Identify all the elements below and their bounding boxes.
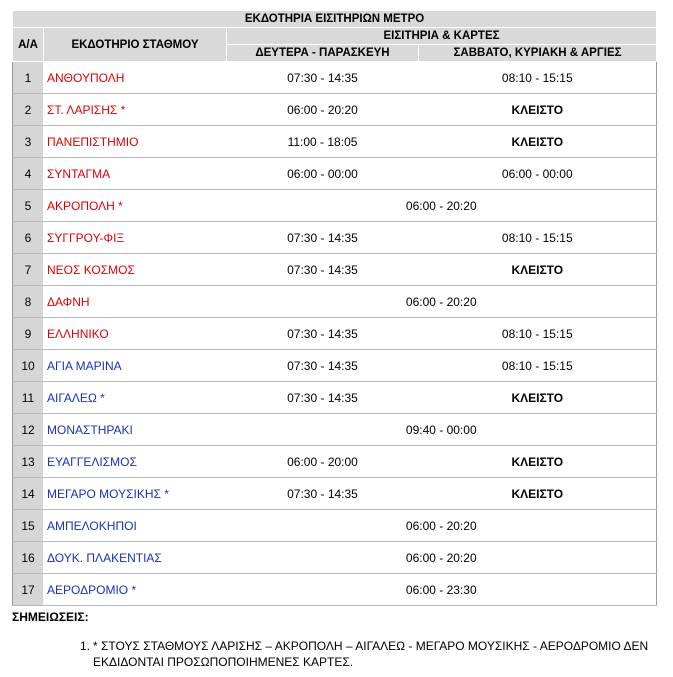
- hours-weekdays: 07:30 - 14:35: [227, 254, 419, 286]
- station-name: ΣΤ. ΛΑΡΙΣΗΣ *: [44, 94, 227, 126]
- table-row: [13, 222, 657, 254]
- row-number: 1: [13, 62, 44, 94]
- hours-weekends: ΚΛΕΙΣΤΟ: [419, 478, 657, 510]
- row-number: 6: [13, 222, 44, 254]
- row-number: 15: [13, 510, 44, 542]
- note-number: 1.: [80, 639, 91, 653]
- hours-weekends: 08:10 - 15:15: [419, 62, 657, 94]
- row-number: 14: [13, 478, 44, 510]
- hours-weekdays: 06:00 - 20:20: [227, 94, 419, 126]
- station-name: ΑΜΠΕΛΟΚΗΠΟΙ: [44, 510, 227, 542]
- row-number: 4: [13, 158, 44, 190]
- hours-weekdays: 07:30 - 14:35: [227, 350, 419, 382]
- ticket-offices-table: [12, 10, 657, 606]
- table-row: [13, 286, 657, 318]
- station-name: ΕΥΑΓΓΕΛΙΣΜΟΣ: [44, 446, 227, 478]
- table-title: ΕΚΔΟΤΗΡΙΑ ΕΙΣΙΤΗΡΙΩΝ ΜΕΤΡΟ: [13, 11, 657, 28]
- hours-all-days: 09:40 - 00:00: [227, 414, 657, 446]
- hours-weekends: 06:00 - 00:00: [419, 158, 657, 190]
- table-body: [13, 62, 657, 606]
- hours-weekdays: 07:30 - 14:35: [227, 222, 419, 254]
- hours-weekends: 08:10 - 15:15: [419, 318, 657, 350]
- table-row: [13, 382, 657, 414]
- hours-weekdays: 06:00 - 20:00: [227, 446, 419, 478]
- notes-list: [80, 638, 660, 670]
- hours-all-days: 06:00 - 20:20: [227, 542, 657, 574]
- table-row: [13, 510, 657, 542]
- station-name: ΑΚΡΟΠΟΛΗ *: [44, 190, 227, 222]
- hours-weekdays: 11:00 - 18:05: [227, 126, 419, 158]
- table-row: [13, 478, 657, 510]
- column-header-station: ΕΚΔΟΤΗΡΙΟ ΣΤΑΘΜΟΥ: [44, 28, 227, 62]
- column-header-aa: Α/Α: [13, 28, 44, 62]
- table-row: [13, 126, 657, 158]
- column-header-weekdays: ΔΕΥΤΕΡΑ - ΠΑΡΑΣΚΕΥΗ: [227, 45, 419, 62]
- station-name: ΣΥΓΓΡΟΥ-ΦΙΞ: [44, 222, 227, 254]
- table-row: [13, 446, 657, 478]
- hours-weekdays: 06:00 - 00:00: [227, 158, 419, 190]
- table-row: [13, 254, 657, 286]
- row-number: 16: [13, 542, 44, 574]
- station-name: ΜΕΓΑΡΟ ΜΟΥΣΙΚΗΣ *: [44, 478, 227, 510]
- hours-all-days: 06:00 - 20:20: [227, 510, 657, 542]
- hours-weekends: ΚΛΕΙΣΤΟ: [419, 94, 657, 126]
- table-row: [13, 574, 657, 606]
- row-number: 8: [13, 286, 44, 318]
- table-row: [13, 414, 657, 446]
- hours-weekends: 08:10 - 15:15: [419, 222, 657, 254]
- hours-weekdays: 07:30 - 14:35: [227, 318, 419, 350]
- station-name: ΑΓΙΑ ΜΑΡΙΝΑ: [44, 350, 227, 382]
- note-text: * ΣΤΟΥΣ ΣΤΑΘΜΟΥΣ ΛΑΡΙΣΗΣ – ΑΚΡΟΠΟΛΗ – ΑΙΓΑΛΕΩ - ΜΕΓΑΡΟ ΜΟΥΣΙΚΗΣ - ΑΕΡΟΔΡΟΜΙΟ ΔΕΝ ΕΚΔΙΔΟΝΤΑΙ ΠΡΟΣΩΠΟΠΟΙΗΜΕΝΕΣ ΚΑΡΤΕΣ.: [93, 639, 649, 669]
- hours-weekdays: 07:30 - 14:35: [227, 62, 419, 94]
- hours-weekdays: 07:30 - 14:35: [227, 382, 419, 414]
- row-number: 10: [13, 350, 44, 382]
- hours-weekends: 08:10 - 15:15: [419, 350, 657, 382]
- station-name: ΑΙΓΑΛΕΩ *: [44, 382, 227, 414]
- hours-weekends: ΚΛΕΙΣΤΟ: [419, 126, 657, 158]
- station-name: ΕΛΛΗΝΙΚΟ: [44, 318, 227, 350]
- station-name: ΑΝΘΟΥΠΟΛΗ: [44, 62, 227, 94]
- row-number: 13: [13, 446, 44, 478]
- table-row: [13, 94, 657, 126]
- station-name: ΣΥΝΤΑΓΜΑ: [44, 158, 227, 190]
- station-name: ΔΟΥΚ. ΠΛΑΚΕΝΤΙΑΣ: [44, 542, 227, 574]
- table-row: [13, 62, 657, 94]
- row-number: 17: [13, 574, 44, 606]
- row-number: 7: [13, 254, 44, 286]
- column-header-weekends: ΣΑΒΒΑΤΟ, ΚΥΡΙΑΚΗ & ΑΡΓΙΕΣ: [419, 45, 657, 62]
- station-name: ΠΑΝΕΠΙΣΤΗΜΙΟ: [44, 126, 227, 158]
- row-number: 11: [13, 382, 44, 414]
- hours-weekdays: 07:30 - 14:35: [227, 478, 419, 510]
- hours-weekends: ΚΛΕΙΣΤΟ: [419, 254, 657, 286]
- station-name: ΜΟΝΑΣΤΗΡΑΚΙ: [44, 414, 227, 446]
- hours-all-days: 06:00 - 23:30: [227, 574, 657, 606]
- hours-all-days: 06:00 - 20:20: [227, 190, 657, 222]
- row-number: 5: [13, 190, 44, 222]
- table-row: [13, 542, 657, 574]
- note-item: [80, 638, 660, 670]
- hours-all-days: 06:00 - 20:20: [227, 286, 657, 318]
- row-number: 2: [13, 94, 44, 126]
- table-row: [13, 158, 657, 190]
- table-row: [13, 190, 657, 222]
- column-group-tickets-cards: ΕΙΣΙΤΗΡΙΑ & ΚΑΡΤΕΣ: [227, 28, 657, 45]
- station-name: ΔΑΦΝΗ: [44, 286, 227, 318]
- row-number: 9: [13, 318, 44, 350]
- row-number: 3: [13, 126, 44, 158]
- hours-weekends: ΚΛΕΙΣΤΟ: [419, 446, 657, 478]
- table-row: [13, 350, 657, 382]
- hours-weekends: ΚΛΕΙΣΤΟ: [419, 382, 657, 414]
- table-row: [13, 318, 657, 350]
- row-number: 12: [13, 414, 44, 446]
- station-name: ΝΕΟΣ ΚΟΣΜΟΣ: [44, 254, 227, 286]
- ticket-offices-table-wrapper: [12, 10, 656, 606]
- station-name: ΑΕΡΟΔΡΟΜΙΟ *: [44, 574, 227, 606]
- notes-title: ΣΗΜΕΙΩΣΕΙΣ:: [12, 610, 89, 624]
